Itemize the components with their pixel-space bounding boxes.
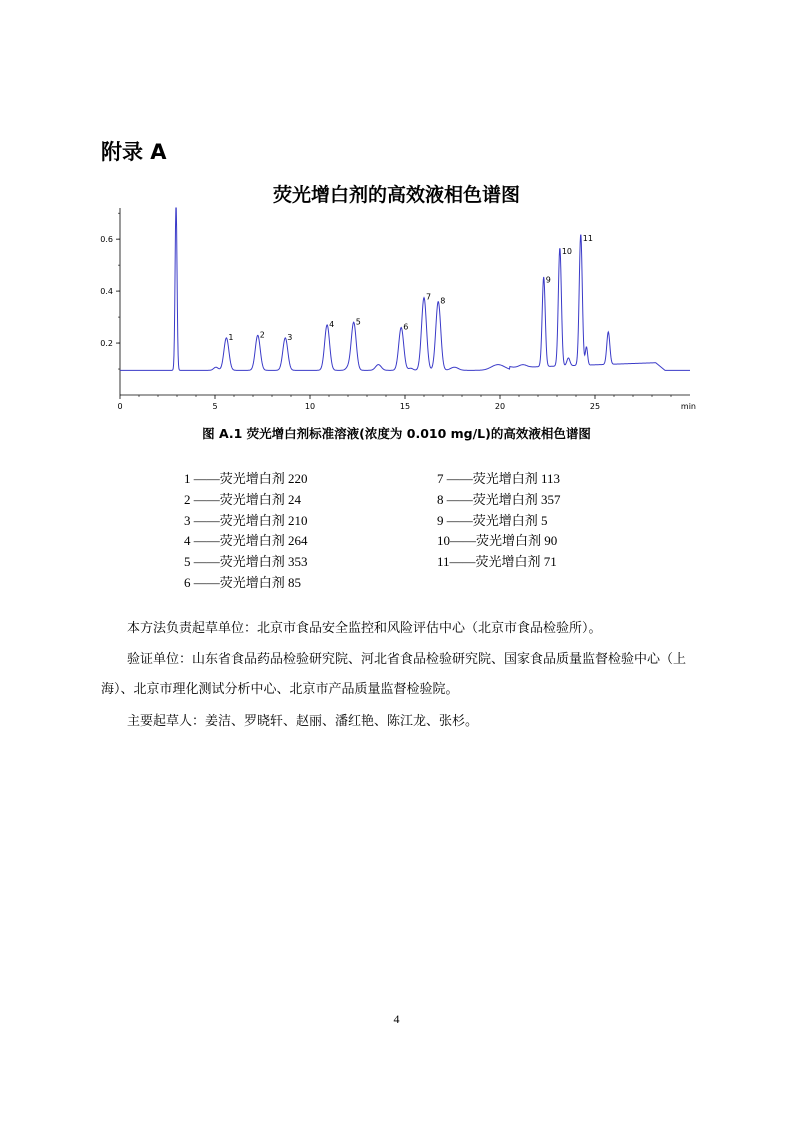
- x-tick-label: 15: [399, 402, 411, 411]
- x-tick-label: 25: [589, 402, 601, 411]
- legend-name: 荧光增白剂 24: [219, 491, 302, 507]
- legend-num: 9: [437, 512, 444, 528]
- legend-num: 7: [437, 471, 444, 486]
- figure-caption: 图 A.1 荧光增白剂标准溶液(浓度为 0.010 mg/L)的高效液相色谱图: [202, 426, 591, 441]
- legend-num: 8: [437, 491, 444, 507]
- peak-label-6: 6: [403, 322, 409, 332]
- verification-units-paragraph: 验证单位：山东省食品药品检验研究院、河北省食品检验研究院、国家食品质量监督检验中心（上海）、北京市理化测试分析中心、北京市产品质量监督检验院。: [101, 652, 687, 697]
- legend-right: [437, 469, 561, 573]
- drafting-unit-paragraph: 本方法负责起草单位：北京市食品安全监控和风险评估中心（北京市食品检验所）。: [127, 621, 602, 636]
- page-number: 4: [393, 1012, 400, 1026]
- y-tick-label: 0.2: [100, 339, 113, 349]
- legend-name: 荧光增白剂 220: [219, 471, 308, 486]
- legend-num: 11: [437, 554, 450, 570]
- peak-labels: [228, 234, 593, 342]
- legend-item: 4 ——荧光增白剂 264: [184, 533, 308, 549]
- peak-label-11: 11: [582, 234, 593, 244]
- chart-title: 荧光增白剂的高效液相色谱图: [272, 184, 520, 206]
- chart-ticks: [100, 213, 696, 411]
- legend-name: 荧光增白剂 264: [219, 533, 308, 549]
- appendix-title: 附录 A: [101, 140, 167, 164]
- chart-axes: [120, 208, 690, 395]
- x-tick-label: 5: [212, 402, 218, 411]
- peak-label-10: 10: [561, 247, 573, 257]
- peak-label-3: 3: [287, 332, 293, 342]
- y-tick-label: 0.4: [100, 287, 113, 297]
- drafters-paragraph: 主要起草人：姜洁、罗晓轩、赵丽、潘红艳、陈江龙、张杉。: [127, 714, 479, 729]
- peak-label-8: 8: [440, 296, 446, 306]
- legend-item: 11——荧光增白剂 71: [437, 554, 557, 570]
- legend-left: [184, 469, 308, 594]
- x-axis-label: min: [680, 402, 696, 411]
- peak-label-2: 2: [259, 330, 265, 340]
- peak-label-7: 7: [426, 292, 432, 302]
- peak-label-9: 9: [545, 275, 551, 285]
- peak-label-1: 1: [228, 332, 234, 342]
- x-tick-label: 0: [117, 402, 123, 411]
- legend-item: 7 ——荧光增白剂 113: [437, 471, 561, 486]
- legend-num: 3: [184, 512, 191, 528]
- legend-num: 2: [184, 491, 191, 507]
- legend-name: 荧光增白剂 90: [476, 533, 558, 549]
- legend-name: 荧光增白剂 113: [472, 471, 561, 486]
- chromatogram-chart: [90, 200, 700, 420]
- legend-name: 荧光增白剂 71: [475, 554, 557, 570]
- legend-num: 10: [437, 533, 450, 549]
- legend-num: 4: [184, 533, 191, 549]
- legend-num: 1: [184, 471, 191, 486]
- legend-item: 8 ——荧光增白剂 357: [437, 491, 561, 507]
- x-tick-label: 20: [494, 402, 506, 411]
- legend-item: 3 ——荧光增白剂 210: [184, 512, 308, 528]
- x-tick-label: 10: [304, 402, 316, 411]
- legend-item: 5 ——荧光增白剂 353: [184, 554, 308, 570]
- legend-name: 荧光增白剂 357: [472, 491, 561, 507]
- legend-item: 6 ——荧光增白剂 85: [184, 574, 302, 590]
- legend-item: 10——荧光增白剂 90: [437, 533, 558, 549]
- y-tick-label: 0.6: [100, 235, 113, 245]
- legend-name: 荧光增白剂 210: [219, 512, 308, 528]
- legend-item: 2 ——荧光增白剂 24: [184, 491, 302, 507]
- legend-num: 6: [184, 574, 191, 590]
- legend-name: 荧光增白剂 5: [472, 512, 548, 528]
- peak-label-4: 4: [329, 319, 335, 329]
- legend-item: 9 ——荧光增白剂 5: [437, 512, 548, 528]
- legend-name: 荧光增白剂 353: [219, 554, 308, 570]
- legend-item: 1 ——荧光增白剂 220: [184, 471, 308, 486]
- chromatogram-trace: [120, 208, 690, 370]
- legend-num: 5: [184, 554, 191, 570]
- legend-name: 荧光增白剂 85: [219, 574, 302, 590]
- peak-label-5: 5: [355, 317, 361, 327]
